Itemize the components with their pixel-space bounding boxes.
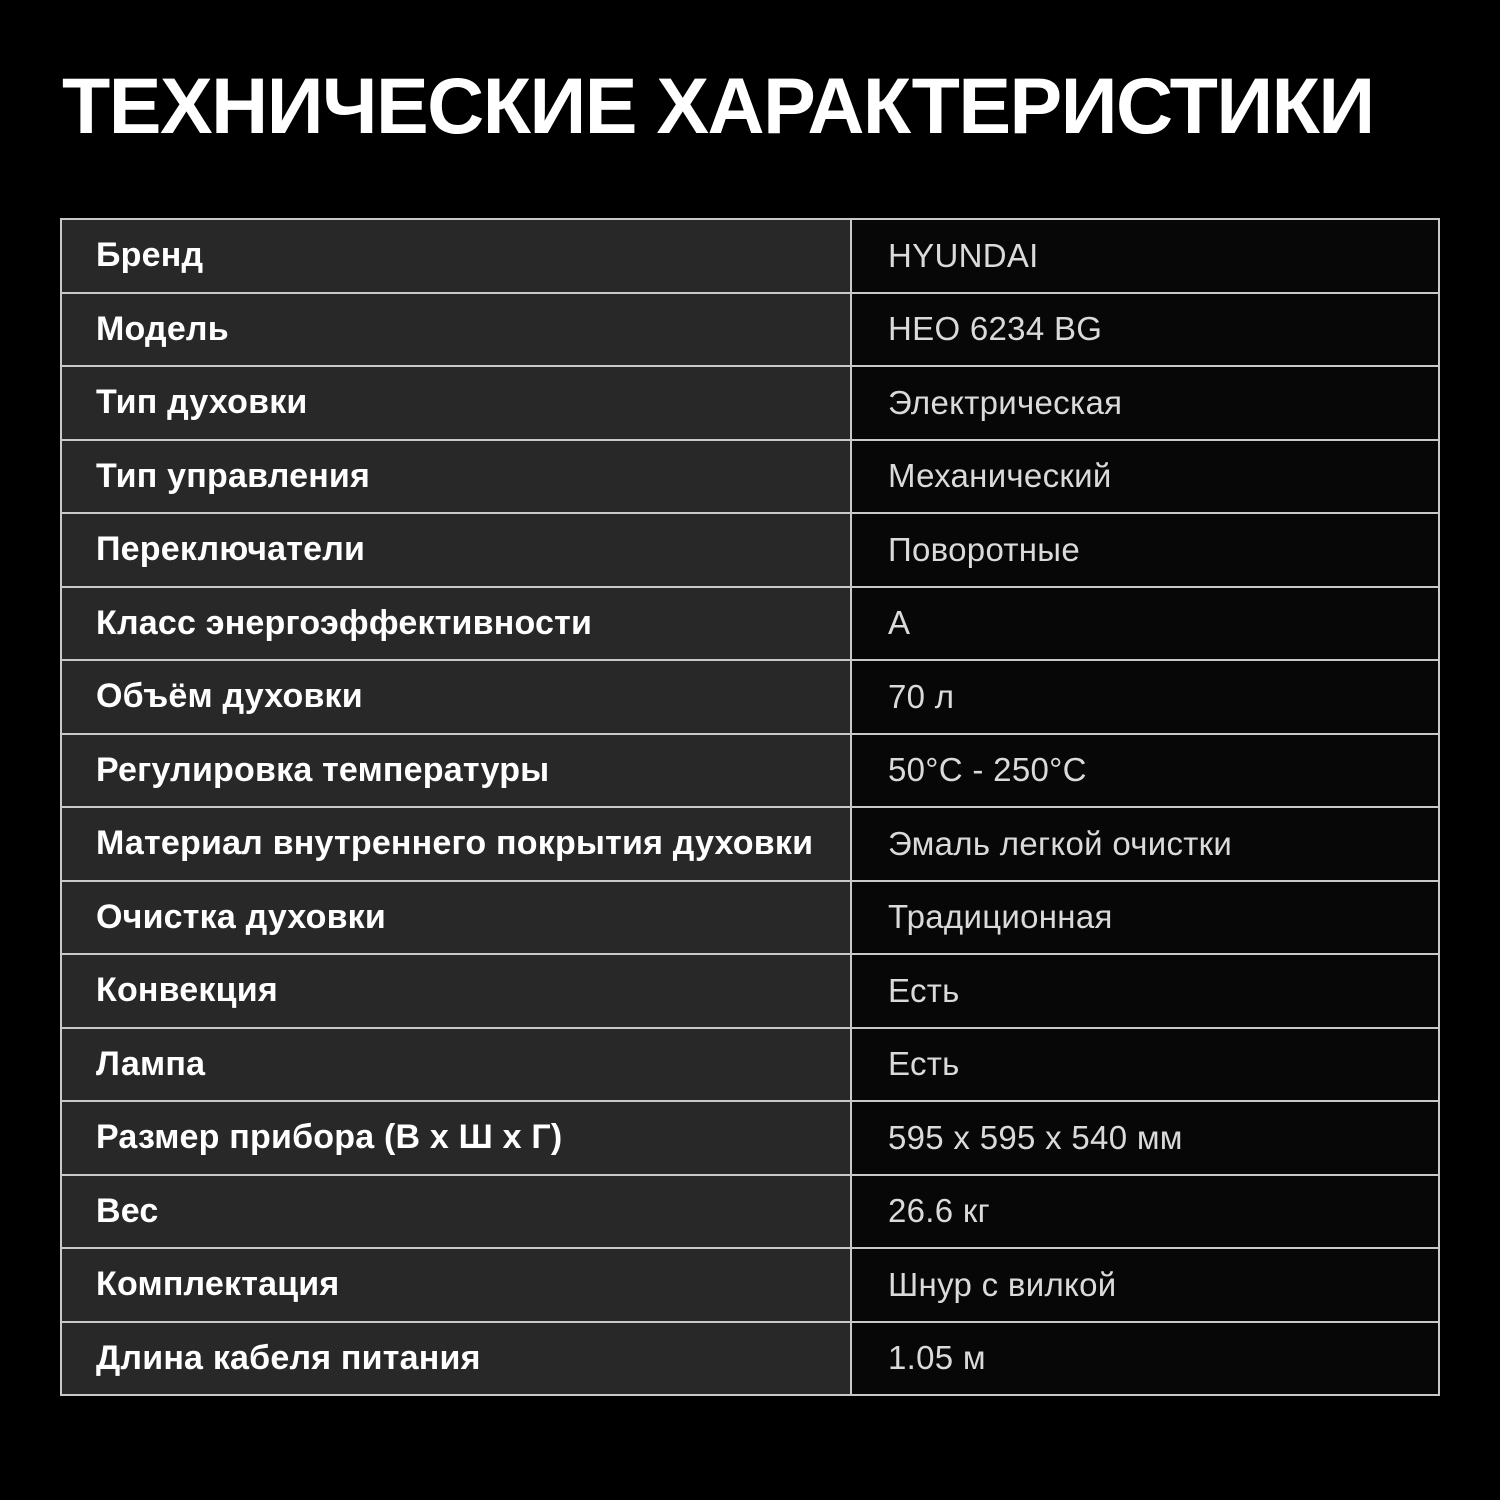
- table-row: [62, 586, 1438, 660]
- spec-label: Вес: [62, 1176, 852, 1248]
- table-row: [62, 1174, 1438, 1248]
- spec-value: Поворотные: [852, 514, 1438, 586]
- spec-label: Материал внутреннего покрытия духовки: [62, 808, 852, 880]
- spec-value: Механический: [852, 441, 1438, 513]
- spec-label: Переключатели: [62, 514, 852, 586]
- spec-label: Длина кабеля питания: [62, 1323, 852, 1395]
- spec-value: 50°С - 250°С: [852, 735, 1438, 807]
- spec-value: Есть: [852, 955, 1438, 1027]
- table-row: [62, 733, 1438, 807]
- spec-label: Бренд: [62, 220, 852, 292]
- spec-value: 595 х 595 х 540 мм: [852, 1102, 1438, 1174]
- spec-label: Комплектация: [62, 1249, 852, 1321]
- spec-value: Электрическая: [852, 367, 1438, 439]
- spec-label: Тип духовки: [62, 367, 852, 439]
- table-row: [62, 1027, 1438, 1101]
- spec-value: Традиционная: [852, 882, 1438, 954]
- spec-label: Класс энергоэффективности: [62, 588, 852, 660]
- table-row: [62, 953, 1438, 1027]
- spec-label: Объём духовки: [62, 661, 852, 733]
- table-row: [62, 512, 1438, 586]
- spec-label: Размер прибора (В х Ш х Г): [62, 1102, 852, 1174]
- spec-value: А: [852, 588, 1438, 660]
- spec-table: [60, 218, 1440, 1396]
- table-row: [62, 365, 1438, 439]
- spec-label: Регулировка температуры: [62, 735, 852, 807]
- spec-value: 26.6 кг: [852, 1176, 1438, 1248]
- spec-label: Очистка духовки: [62, 882, 852, 954]
- spec-value: HYUNDAI: [852, 220, 1438, 292]
- table-row: [62, 806, 1438, 880]
- spec-value: Эмаль легкой очистки: [852, 808, 1438, 880]
- spec-label: Тип управления: [62, 441, 852, 513]
- table-row: [62, 1247, 1438, 1321]
- spec-value: Есть: [852, 1029, 1438, 1101]
- table-row: [62, 292, 1438, 366]
- spec-value: Шнур с вилкой: [852, 1249, 1438, 1321]
- page-title: ТЕХНИЧЕСКИЕ ХАРАКТЕРИСТИКИ: [62, 61, 1374, 150]
- table-row: [62, 659, 1438, 733]
- table-row: [62, 1100, 1438, 1174]
- spec-value: 70 л: [852, 661, 1438, 733]
- table-row: [62, 439, 1438, 513]
- table-row: [62, 880, 1438, 954]
- spec-value: HEO 6234 BG: [852, 294, 1438, 366]
- table-row: [62, 1321, 1438, 1395]
- spec-label: Лампа: [62, 1029, 852, 1101]
- spec-label: Модель: [62, 294, 852, 366]
- table-row: [62, 220, 1438, 292]
- spec-value: 1.05 м: [852, 1323, 1438, 1395]
- spec-label: Конвекция: [62, 955, 852, 1027]
